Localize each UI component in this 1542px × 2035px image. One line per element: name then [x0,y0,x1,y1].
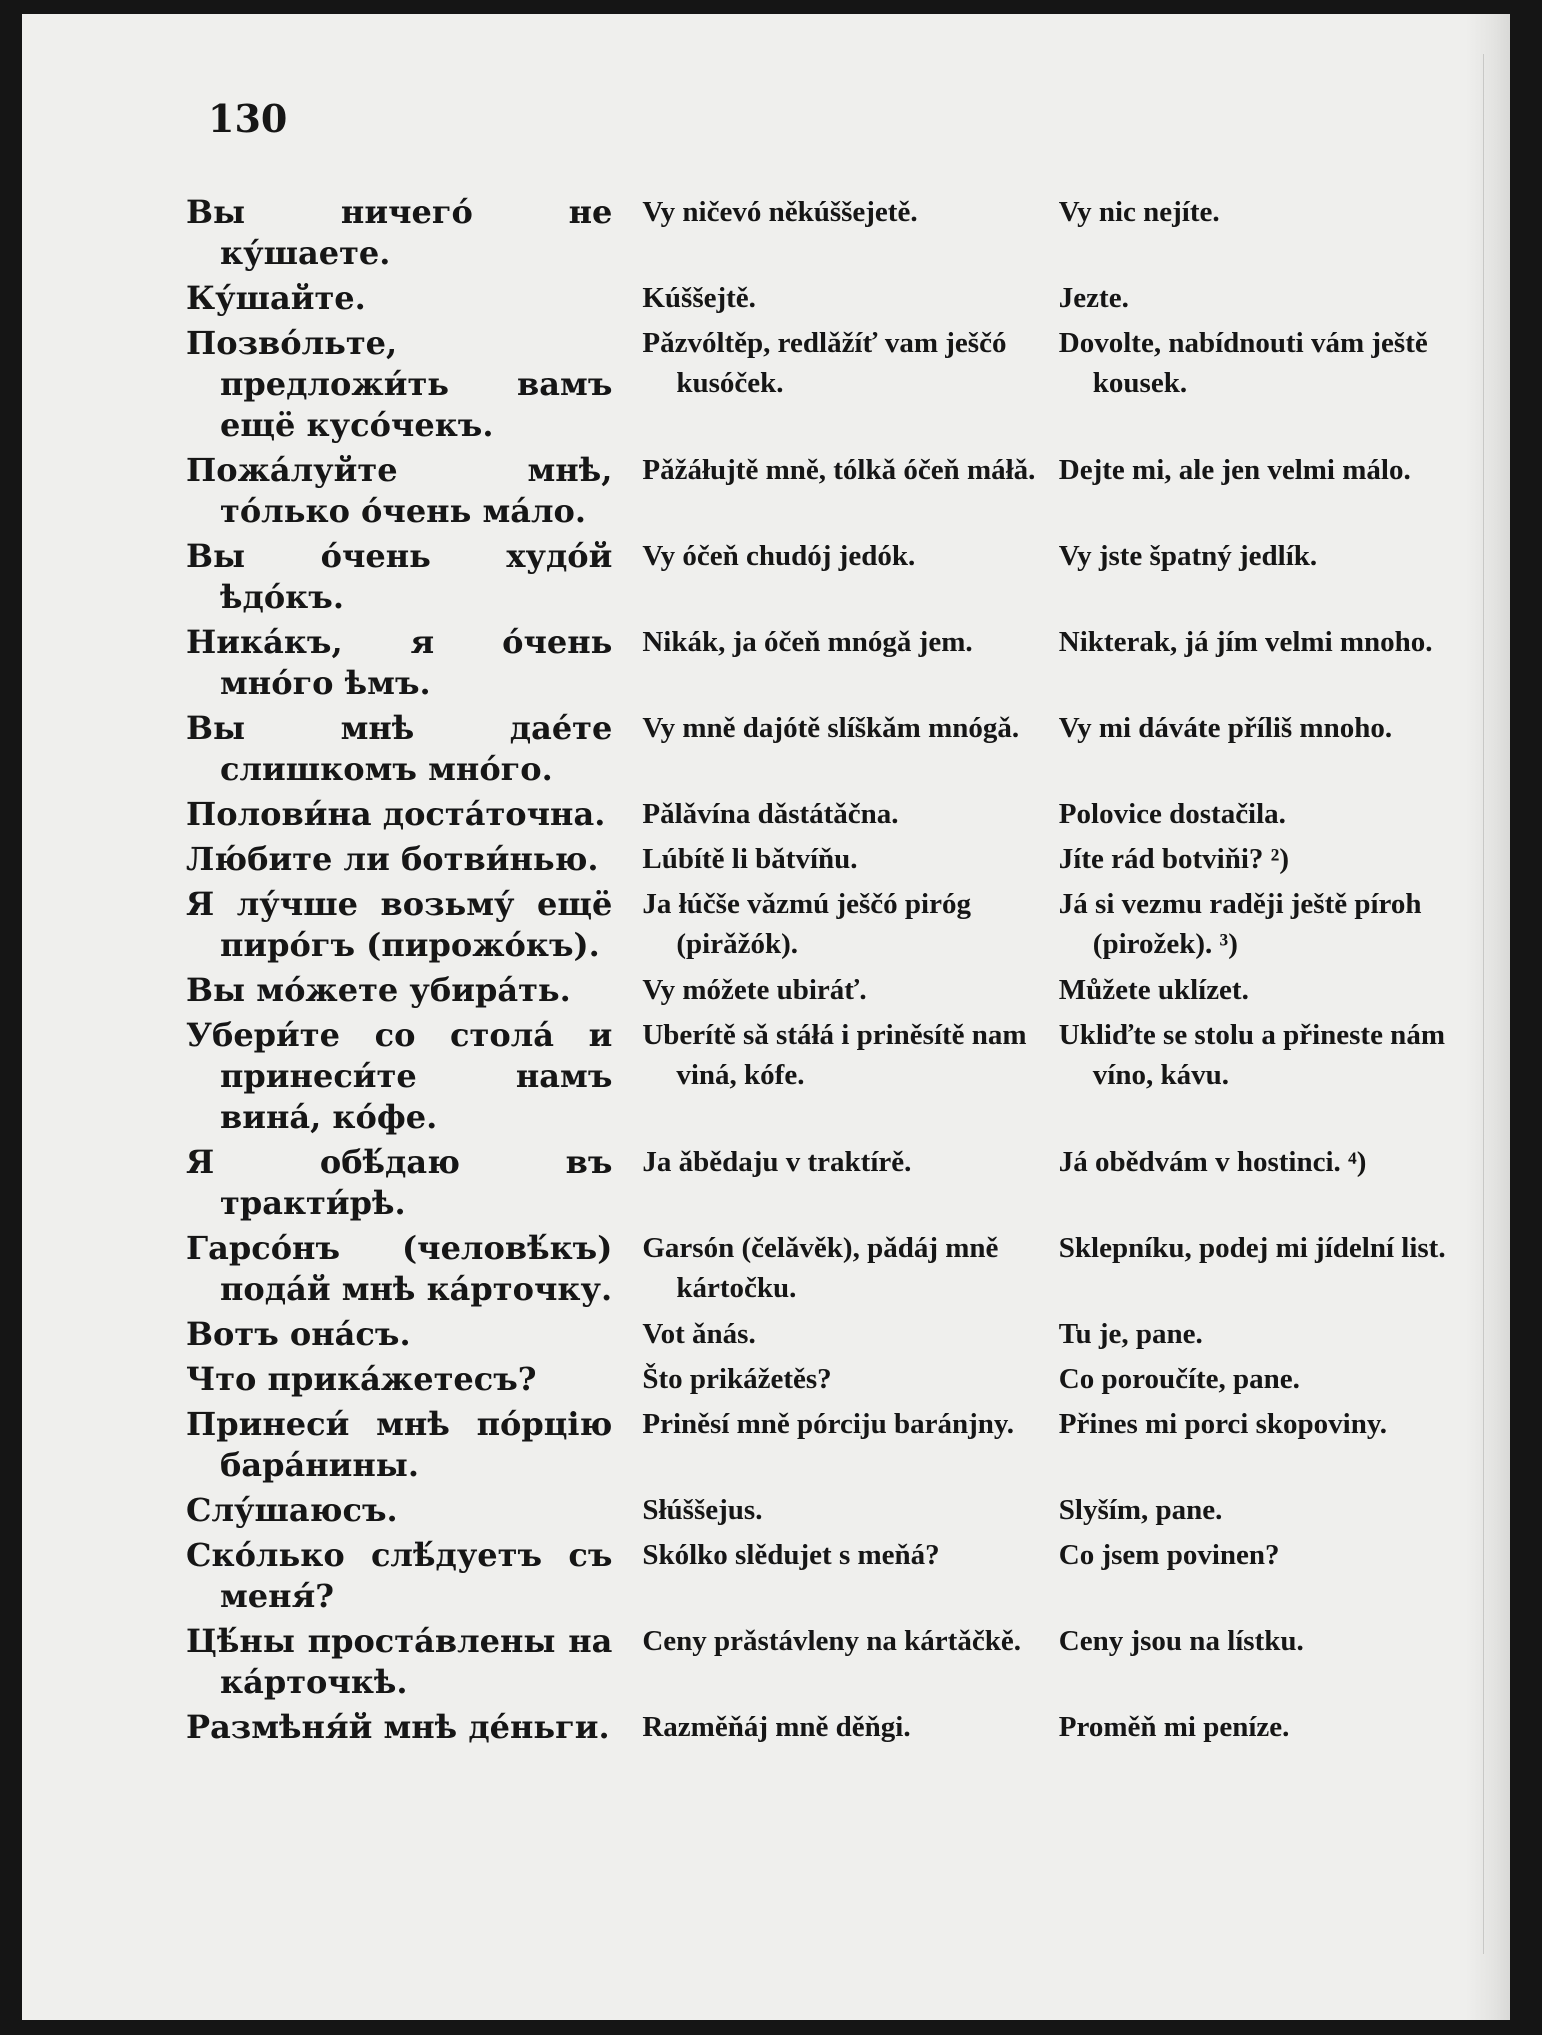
phrase-row [186,1142,1466,1224]
czech-translation: Proměň mi peníze. [1058,1711,1290,1743]
phrase-row [186,1707,1466,1748]
book-page [22,14,1510,2020]
czech-translation: Dejte mi, ale jen velmi málo. [1058,454,1411,486]
phrase-row [186,1228,1466,1310]
transliteration: Priněsí mně pórciju baránjny. [642,1408,1015,1440]
russian-phrase: Пожа́луйте мнѣ, то́лько о́чень ма́ло. [186,451,613,530]
transliteration: Lúbítě li bǎtvíňu. [642,843,858,875]
transliteration: Vot ǎnás. [642,1318,756,1350]
russian-phrase: Я лу́чше возьму́ ещё пиро́гъ (пирожо́къ). [186,885,613,964]
transliteration: Vy mně dajótě slíškǎm mnógǎ. [642,712,1020,744]
czech-translation: Co jsem povinen? [1058,1539,1280,1571]
transliteration: Ja łúčše vǎzmú ješčó piróg (pirǎžók). [642,888,971,960]
russian-phrase: Лю́бите ли ботви́нью. [186,840,599,878]
phrase-row [186,970,1466,1011]
czech-translation: Tu je, pane. [1058,1318,1203,1350]
phrase-row [186,839,1466,880]
phrase-row [186,450,1466,532]
russian-phrase: Цѣ́ны проста́влены на ка́рточкѣ. [186,1622,613,1701]
russian-phrase: Я обѣ́даю въ тракти́рѣ. [186,1143,613,1222]
czech-translation: Polovice dostačila. [1058,798,1286,830]
phrase-row [186,323,1466,446]
transliteration: Uberítě sǎ stáłá i priněsítě nam viná, kófe. [642,1019,1027,1091]
phrase-row [186,1621,1466,1703]
transliteration: Ja ǎbědaju v traktírě. [642,1146,912,1178]
transliteration: Słúššejus. [642,1494,763,1526]
phrase-row [186,794,1466,835]
phrase-row [186,1314,1466,1355]
phrase-row [186,1535,1466,1617]
czech-translation: Co poroučíte, pane. [1058,1363,1300,1395]
russian-phrase: Вы ничего́ не ку́шаете. [186,193,613,272]
czech-translation: Vy jste špatný jedlík. [1058,540,1318,572]
czech-translation: Vy mi dáváte příliš mnoho. [1058,712,1393,744]
russian-phrase: Слу́шаюсъ. [186,1491,398,1529]
phrase-row [186,622,1466,704]
czech-translation: Jezte. [1058,282,1129,314]
page-edge-shadow [1466,14,1510,2020]
phrase-row [186,884,1466,966]
czech-translation: Nikterak, já jím velmi mnoho. [1058,626,1433,658]
phrase-row [186,192,1466,274]
transliteration: Razměňáj mně děňgi. [642,1711,911,1743]
czech-translation: Já obědvám v hostinci. ⁴) [1058,1146,1367,1178]
phrase-row [186,1404,1466,1486]
czech-translation: Sklepníku, podej mi jídelní list. [1058,1232,1446,1264]
transliteration: Vy ničevó někúššejetě. [642,196,918,228]
russian-phrase: Вы мо́жете убира́ть. [186,971,571,1009]
czech-translation: Ceny jsou na lístku. [1058,1625,1304,1657]
transliteration: Vy óčeň chudój jedók. [642,540,916,572]
russian-phrase: Убери́те со стола́ и принеси́те намъ вина́, ко́фе. [186,1016,613,1136]
czech-translation: Dovolte, nabídnouti vám ještě kousek. [1058,327,1428,399]
transliteration: Nikák, ja óčeň mnógǎ jem. [642,626,973,658]
czech-translation: Jíte rád botviňi? ²) [1058,843,1290,875]
transliteration: Pǎžáłujtě mně, tólkǎ óčeň máłǎ. [642,454,1036,486]
transliteration: Kúššejtě. [642,282,756,314]
transliteration: Što prikážetěs? [642,1363,832,1395]
russian-phrase: Ско́лько слѣ́дуетъ съ меня́? [186,1536,613,1615]
czech-translation: Já si vezmu raději ještě píroh (pirožek). ³) [1058,888,1422,960]
transliteration: Vy móžete ubiráť. [642,974,867,1006]
phrase-row [186,708,1466,790]
russian-phrase: Вы о́чень худо́й ѣдо́къ. [186,537,613,616]
phrase-row [186,1015,1466,1138]
phrase-row [186,1359,1466,1400]
transliteration: Garsón (čelǎvěk), pǎdáj mně kártočku. [642,1232,999,1304]
czech-translation: Ukliďte se stolu a přineste nám víno, kávu. [1058,1019,1445,1091]
czech-translation: Přines mi porci skopoviny. [1058,1408,1387,1440]
phrase-row [186,536,1466,618]
transliteration: Ceny prǎstávleny na kártǎčkě. [642,1625,1021,1657]
russian-phrase: Размѣня́й мнѣ де́ньги. [186,1708,610,1746]
czech-translation: Můžete uklízet. [1058,974,1249,1006]
russian-phrase: Вы мнѣ дае́те слишкомъ мно́го. [186,709,613,788]
russian-phrase: Вотъ она́съ. [186,1315,411,1353]
phrase-row [186,1490,1466,1531]
russian-phrase: Гарсо́нъ (человѣ́къ) пода́й мнѣ ка́рточку. [186,1229,613,1308]
russian-phrase: Что прика́жетесъ? [186,1360,537,1398]
transliteration: Pǎlǎvína dǎstátǎčna. [642,798,899,830]
russian-phrase: Позво́льте, предложи́ть вамъ ещё кусо́чекъ. [186,324,613,444]
page-number: 130 [208,96,288,141]
page-edge-line [1483,54,1484,1954]
phrase-row [186,278,1466,319]
transliteration: Skólko slědujet s meňá? [642,1539,940,1571]
russian-phrase: Полови́на доста́точна. [186,795,606,833]
czech-translation: Vy nic nejíte. [1058,196,1220,228]
czech-translation: Slyším, pane. [1058,1494,1223,1526]
phrase-table [186,192,1466,1852]
russian-phrase: Ника́къ, я о́чень мно́го ѣмъ. [186,623,613,702]
transliteration: Pǎzvóltěp, redlǎžíť vam ješčó kusóček. [642,327,1007,399]
russian-phrase: Ку́шайте. [186,279,366,317]
russian-phrase: Принеси́ мнѣ по́рцію бара́нины. [186,1405,613,1484]
